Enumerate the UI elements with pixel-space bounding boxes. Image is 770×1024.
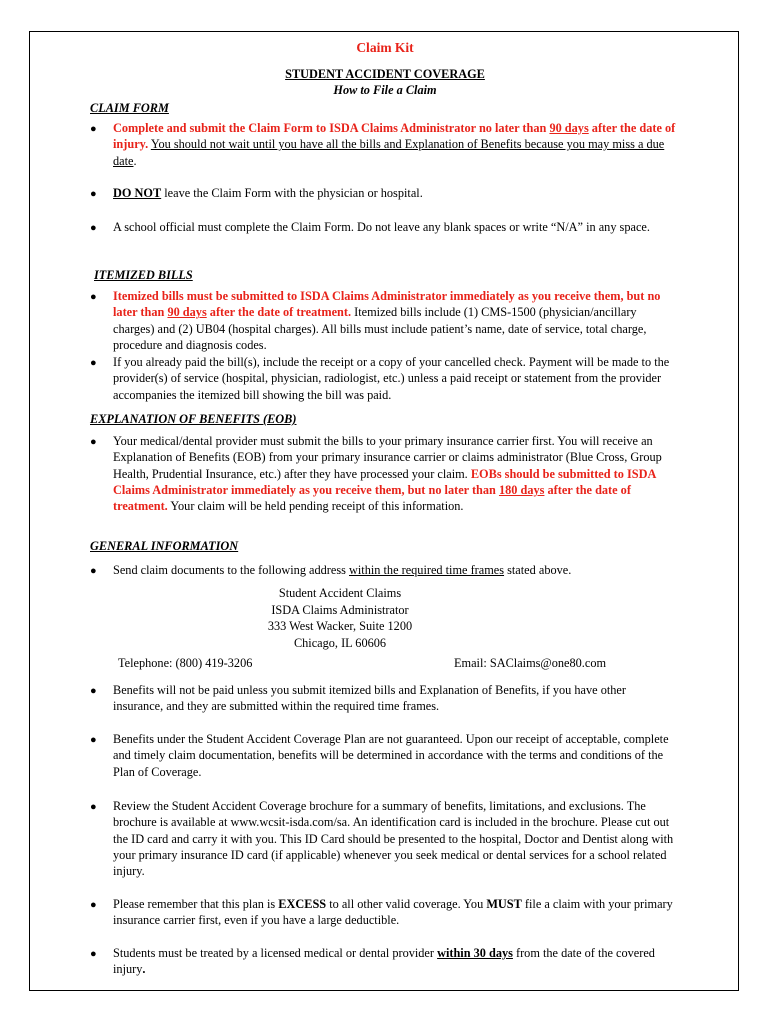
document-title: Claim Kit [356, 40, 414, 55]
bullet-icon: ● [90, 685, 97, 697]
general-item-5: Please remember that this plan is EXCESS to all other valid coverage. You MUST file a claim with your primary insurance carrier first, even if you have a large deductible. [113, 897, 673, 928]
bullet-icon: ● [90, 291, 97, 303]
bullet-icon: ● [90, 357, 97, 369]
email: Email: SAClaims@one80.com [454, 656, 607, 670]
general-item-3: Benefits under the Student Accident Coverage Plan are not guaranteed. Upon our receipt of acceptable, complete and timely claim documentation, benefits will be determined in accordance with the terms and conditions of the Plan of Coverage. [113, 732, 669, 779]
bullet-icon: ● [90, 801, 97, 813]
bullet-icon: ● [90, 436, 97, 448]
claim-form-item-1: Complete and submit the Claim Form to ISDA Claims Administrator no later than 90 days after the date of injury. You should not wait until you have all the bills and Explanation of Benefits because you may miss a due date. [113, 121, 676, 168]
itemized-bills-item-1: Itemized bills must be submitted to ISDA Claims Administrator immediately as you receive them, but no later than 90 days after the date of treatment. Itemized bills include (1) CMS-1500 (physician/ancillary charges) and (2) UB04 (hospital charges). All bills must include patient’s name, date of service, total charge, procedure and diagnosis codes. [113, 289, 661, 352]
claim-form-item-2: DO NOT leave the Claim Form with the physician or hospital. [113, 186, 423, 200]
eob-item-1: Your medical/dental provider must submit the bills to your primary insurance carrier first. You will receive an Explanation of Benefits (EOB) from your primary insurance carrier or claims administrator (Blue Cross, Group Health, Prudential Insurance, etc.) after they have processed your claim. EOBs should be submitted to ISDA Claims Administrator immediately as you receive them, but no later than 180 days after the date of treatment. Your claim will be held pending receipt of this information. [113, 434, 662, 514]
document-subtitle-how-to: How to File a Claim [333, 83, 437, 97]
section-heading-eob: EXPLANATION OF BENEFITS (EOB) [90, 412, 297, 426]
section-heading-claim-form: CLAIM FORM [90, 101, 169, 115]
general-item-6: Students must be treated by a licensed medical or dental provider within 30 days from the date of the covered injury. [113, 946, 655, 977]
address-line: Student Accident Claims [278, 586, 402, 600]
itemized-bills-item-2: If you already paid the bill(s), include the receipt or a copy of your cancelled check. Payment will be made to the provider(s) of service (hospital, physician, radiologist, etc.) unless a paid receipt or statement from the provider accompanies the itemized bill showing the bill was paid. [113, 355, 670, 402]
bullet-icon: ● [90, 123, 97, 135]
bullet-icon: ● [90, 565, 97, 577]
bullet-icon: ● [90, 222, 97, 234]
telephone: Telephone: (800) 419-3206 [118, 656, 253, 670]
document-subtitle: STUDENT ACCIDENT COVERAGE [285, 67, 485, 81]
bullet-icon: ● [90, 188, 97, 200]
general-item-4: Review the Student Accident Coverage brochure for a summary of benefits, limitations, and exclusions. The brochure is available at www.wcsit-isda.com/sa. An identification card is included in the brochure. Please cut out the ID card and carry it with you. This ID Card should be presented to the hospital, Doctor and Dentist along with your primary insurance ID card (if applicable) whenever you seek medical or dental services for a school related injury. [113, 799, 674, 879]
general-item-1: Send claim documents to the following address within the required time frames stated above. [113, 563, 572, 577]
document-page [29, 31, 739, 991]
bullet-icon: ● [90, 734, 97, 746]
section-heading-general-information: GENERAL INFORMATION [90, 539, 239, 553]
claim-form-item-3: A school official must complete the Claim Form. Do not leave any blank spaces or write “N/A” in any space. [113, 220, 650, 234]
address-line: ISDA Claims Administrator [271, 602, 409, 617]
bullet-icon: ● [90, 899, 97, 911]
address-line: 333 West Wacker, Suite 1200 [267, 619, 413, 633]
section-heading-itemized-bills: ITEMIZED BILLS [94, 268, 193, 282]
address-line: Chicago, IL 60606 [293, 635, 387, 650]
mailing-address [230, 585, 450, 651]
bullet-icon: ● [90, 948, 97, 960]
general-item-2: Benefits will not be paid unless you submit itemized bills and Explanation of Benefits, if you have other insurance, and they are submitted within the required time frames. [113, 683, 626, 714]
